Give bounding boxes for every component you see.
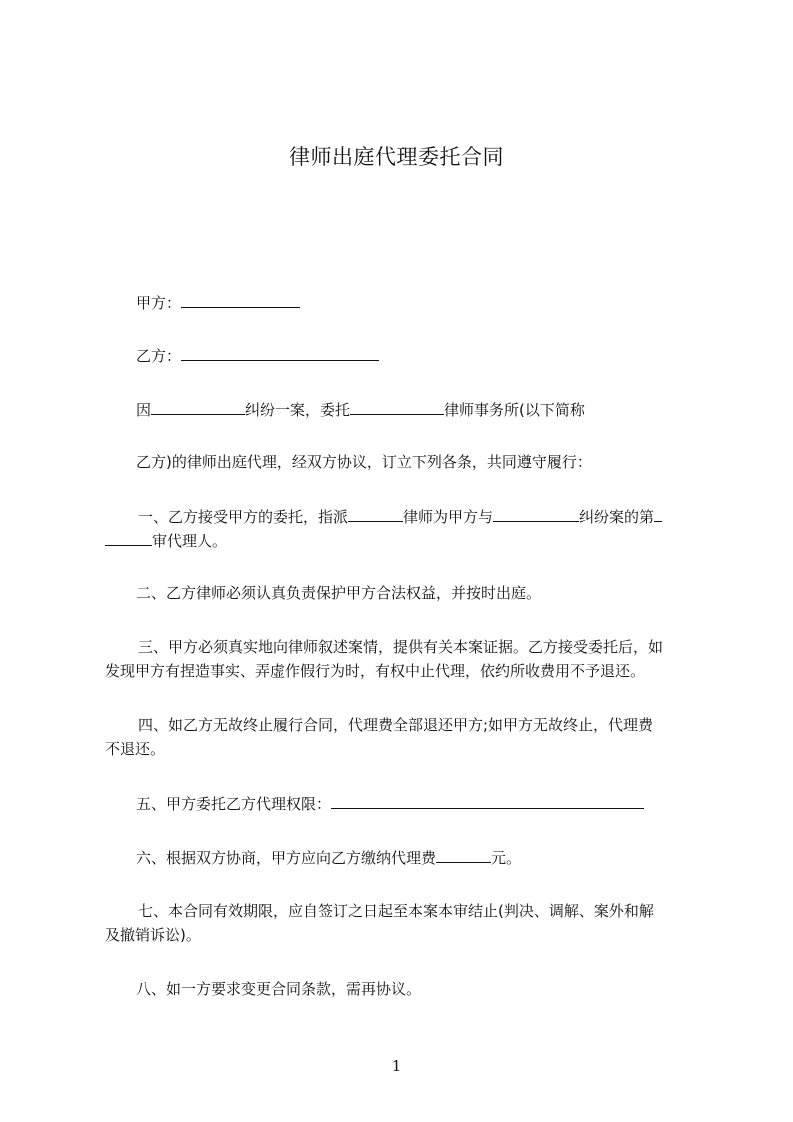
- page-number: 1: [391, 1057, 402, 1075]
- clause-4-line-1: 四、如乙方无故终止履行合同，代理费全部退还甲方;如甲方无故终止，代理费: [138, 716, 654, 734]
- party-b-label: 乙方：: [136, 347, 182, 365]
- clause-6: [136, 848, 521, 867]
- clause-3-line-1: 三、甲方必须真实地向律师叙述案情，提供有关本案证据。乙方接受委托后，如: [138, 638, 664, 656]
- intro-line-2: 乙方)的律师出庭代理，经双方协议，订立下列各条，共同遵守履行：: [136, 453, 592, 471]
- clause-7-line-1: 七、本合同有效期限，应自签订之日起至本案本审结止(判决、调解、案外和解: [138, 902, 654, 920]
- dispute-blank: [151, 400, 245, 415]
- party-a-blank: [181, 293, 300, 308]
- clause-7-line-2: 及撤销诉讼)。: [105, 926, 201, 944]
- intro-text-c: 律师事务所(以下简称: [444, 401, 585, 419]
- clause-5-text: 五、甲方委托乙方代理权限：: [136, 795, 332, 813]
- clause-3-line-2: 发现甲方有捏造事实、弄虚作假行为时，有权中止代理，依约所收费用不予退还。: [105, 662, 646, 680]
- clause-1-text-a: 一、乙方接受甲方的委托，指派: [138, 508, 349, 526]
- clause-6-text-a: 六、根据双方协商，甲方应向乙方缴纳代理费: [136, 849, 437, 867]
- authority-scope-blank: [331, 794, 644, 809]
- intro-text-a: 因: [136, 401, 152, 419]
- clause-1-line-2: [105, 531, 227, 550]
- clause-1-text-c: 纠纷案的第: [579, 508, 655, 526]
- trial-level-blank-b: [105, 531, 152, 546]
- intro-text-b: 纠纷一案，委托: [245, 401, 351, 419]
- clause-6-text-b: 元。: [491, 849, 522, 867]
- party-a-line: [136, 293, 300, 312]
- intro-line-1: [136, 400, 585, 419]
- fee-amount-blank: [436, 848, 491, 863]
- clause-5: [136, 794, 644, 813]
- clause-8: 八、如一方要求变更合同条款，需再协议。: [136, 980, 422, 998]
- document-title: 律师出庭代理委托合同: [289, 145, 504, 169]
- clause-1-line-1: [138, 507, 662, 526]
- clause-4-line-2: 不退还。: [105, 740, 166, 758]
- opponent-blank: [493, 507, 579, 522]
- clause-2: 二、乙方律师必须认真负责保护甲方合法权益，并按时出庭。: [136, 584, 542, 602]
- clause-1-text-b: 律师为甲方与: [403, 508, 494, 526]
- party-b-blank: [181, 346, 379, 361]
- trial-level-blank-a: [654, 507, 662, 522]
- party-a-label: 甲方：: [136, 294, 182, 312]
- party-b-line: [136, 346, 379, 365]
- law-firm-blank: [350, 400, 444, 415]
- clause-1-text-d: 审代理人。: [152, 532, 228, 550]
- lawyer-name-blank: [348, 507, 403, 522]
